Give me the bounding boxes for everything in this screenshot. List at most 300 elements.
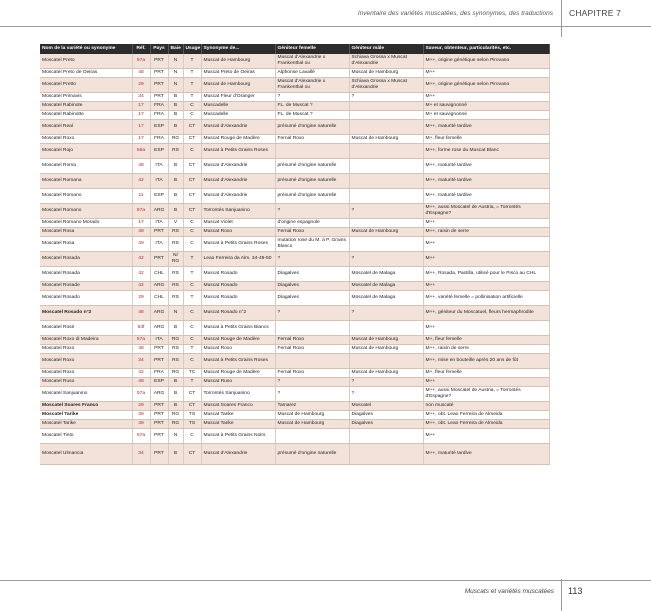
variety-name-cell: Moscatel Romano Morado bbox=[40, 219, 132, 228]
male-parent-cell bbox=[349, 144, 423, 159]
berry-cell: B bbox=[168, 174, 183, 189]
variety-name-cell: Moscatel Roxo bbox=[40, 135, 132, 144]
table-row bbox=[40, 135, 549, 144]
usage-cell: T bbox=[183, 378, 201, 387]
country-cell: PRT bbox=[150, 429, 168, 444]
berry-cell: B bbox=[168, 378, 183, 387]
col-berry: Baie bbox=[168, 44, 183, 54]
female-parent-cell: Diagalves bbox=[275, 291, 349, 306]
flavour-notes-cell: M+, fleur femelle bbox=[423, 369, 549, 378]
country-cell: PRT bbox=[150, 54, 168, 69]
table-row bbox=[40, 69, 549, 78]
female-parent-cell: Fernal Roxo bbox=[275, 135, 349, 144]
male-parent-cell: ? bbox=[349, 204, 423, 219]
female-parent-cell: Fernal Roxo bbox=[275, 228, 349, 237]
col-flavour-notes: Saveur, obtenteur, particularités, etc. bbox=[423, 44, 549, 54]
female-parent-cell: présumé d'origine naturelle bbox=[275, 159, 349, 174]
female-parent-cell: Muscat d'Alexandrie x Frankenthal ou bbox=[275, 54, 349, 69]
variety-name-cell: Moscatel Rosa bbox=[40, 237, 132, 252]
usage-cell: T bbox=[183, 54, 201, 69]
ref-cell: 48 bbox=[132, 228, 150, 237]
berry-cell: N/ RG bbox=[168, 252, 183, 267]
synonym-of-cell: Muscat Roxo bbox=[201, 345, 275, 354]
male-parent-cell bbox=[349, 237, 423, 252]
male-parent-cell: Moscatel de Malaga bbox=[349, 282, 423, 291]
ref-cell: 48 bbox=[132, 306, 150, 321]
ref-cell: 56a bbox=[132, 144, 150, 159]
flavour-notes-cell: M++, raisin de serre bbox=[423, 228, 549, 237]
country-cell: ITA bbox=[150, 237, 168, 252]
country-cell: ITA bbox=[150, 159, 168, 174]
table-row bbox=[40, 378, 549, 387]
flavour-notes-cell: M++ bbox=[423, 69, 549, 78]
male-parent-cell bbox=[349, 174, 423, 189]
ref-cell: 57a bbox=[132, 54, 150, 69]
table-row bbox=[40, 267, 549, 282]
usage-cell: TS bbox=[183, 420, 201, 429]
col-variety-name: Nom de la variété ou synonyme bbox=[40, 44, 132, 54]
berry-cell: N bbox=[168, 54, 183, 69]
col-male-parent: Géniteur mâle bbox=[349, 44, 423, 54]
male-parent-cell: Diagalves bbox=[349, 411, 423, 420]
male-parent-cell: Diagalves bbox=[349, 420, 423, 429]
varieties-table bbox=[40, 44, 550, 465]
country-cell: FRA bbox=[150, 369, 168, 378]
flavour-notes-cell: M++, obt. Leao Ferreira de Almeida bbox=[423, 411, 549, 420]
berry-cell: B bbox=[168, 402, 183, 411]
flavour-notes-cell: M++, géniteur du Moscatuel, fleurs hermaphrodite bbox=[423, 306, 549, 321]
flavour-notes-cell: non muscaté bbox=[423, 402, 549, 411]
table-row bbox=[40, 444, 549, 465]
ref-cell: 48 bbox=[132, 345, 150, 354]
ref-cell: 63f bbox=[132, 321, 150, 336]
table-row bbox=[40, 204, 549, 219]
ref-cell: 17 bbox=[132, 120, 150, 135]
synonym-of-cell: Muscat Rosado bbox=[201, 282, 275, 291]
berry-cell: B bbox=[168, 93, 183, 102]
berry-cell: N bbox=[168, 429, 183, 444]
female-parent-cell: présumé d'origine naturelle bbox=[275, 189, 349, 204]
male-parent-cell: ? bbox=[349, 387, 423, 402]
usage-cell: T bbox=[183, 291, 201, 306]
flavour-notes-cell: M++, aussi Moscatel de Austria, = Torrontés d'Espagne? bbox=[423, 204, 549, 219]
ref-cell: 57a bbox=[132, 336, 150, 345]
synonym-of-cell: Muscat Rouge de Madère bbox=[201, 135, 275, 144]
chapter-label: CHAPITRE 7 bbox=[569, 8, 622, 18]
usage-cell: C bbox=[183, 354, 201, 369]
variety-name-cell: Moscatel Ulmancia bbox=[40, 444, 132, 465]
synonym-of-cell: Muscat Rouge de Madère bbox=[201, 369, 275, 378]
col-female-parent: Géniteur femelle bbox=[275, 44, 349, 54]
variety-name-cell: Moscatel Rabinotte bbox=[40, 111, 132, 120]
flavour-notes-cell: M++, variété femelle = pollinisation artificielle bbox=[423, 291, 549, 306]
country-cell: ESP bbox=[150, 144, 168, 159]
table-row bbox=[40, 354, 549, 369]
country-cell: FRA bbox=[150, 111, 168, 120]
country-cell: PRT bbox=[150, 402, 168, 411]
table-row bbox=[40, 345, 549, 354]
usage-cell: C bbox=[183, 237, 201, 252]
variety-name-cell: Moscatel Rosado bbox=[40, 291, 132, 306]
variety-name-cell: Moscatel Rosade bbox=[40, 282, 132, 291]
flavour-notes-cell: M++, origine génétique selon Pirovano bbox=[423, 78, 549, 93]
country-cell: PRT bbox=[150, 345, 168, 354]
female-parent-cell bbox=[275, 321, 349, 336]
female-parent-cell: ? bbox=[275, 378, 349, 387]
variety-name-cell: Moscatel Roxo di Madeira bbox=[40, 336, 132, 345]
variety-name-cell: Moscatel Tarike bbox=[40, 420, 132, 429]
male-parent-cell bbox=[349, 444, 423, 465]
table-row bbox=[40, 174, 549, 189]
berry-cell: RS bbox=[168, 291, 183, 306]
ref-cell: 11 bbox=[132, 189, 150, 204]
col-ref: Réf. bbox=[132, 44, 150, 54]
ref-cell: 42 bbox=[132, 282, 150, 291]
female-parent-cell: Tamarez bbox=[275, 402, 349, 411]
table-row bbox=[40, 54, 549, 69]
usage-cell: CT bbox=[183, 135, 201, 144]
ref-cell: 39 bbox=[132, 420, 150, 429]
variety-name-cell: Moscatel Roxo bbox=[40, 354, 132, 369]
country-cell: ESP bbox=[150, 378, 168, 387]
berry-cell: RG bbox=[168, 336, 183, 345]
table-row bbox=[40, 219, 549, 228]
male-parent-cell: Muscat de Hambourg bbox=[349, 228, 423, 237]
berry-cell: B bbox=[168, 159, 183, 174]
usage-cell: TC bbox=[183, 369, 201, 378]
berry-cell: RS bbox=[168, 282, 183, 291]
usage-cell: CT bbox=[183, 387, 201, 402]
usage-cell: C bbox=[183, 144, 201, 159]
ref-cell: 42 bbox=[132, 174, 150, 189]
synonym-of-cell: Muscat d'Alexandrie bbox=[201, 444, 275, 465]
synonym-of-cell: Muscat Roxo bbox=[201, 228, 275, 237]
male-parent-cell bbox=[349, 429, 423, 444]
female-parent-cell: FL. de Muscat ? bbox=[275, 111, 349, 120]
ref-cell: 57a bbox=[132, 429, 150, 444]
usage-cell: CT bbox=[183, 204, 201, 219]
ref-cell: 17 bbox=[132, 111, 150, 120]
synonym-of-cell: Muscat Ruso bbox=[201, 378, 275, 387]
male-parent-cell bbox=[349, 102, 423, 111]
berry-cell: B bbox=[168, 111, 183, 120]
variety-name-cell: Moscatel Sanjuanino bbox=[40, 387, 132, 402]
variety-name-cell: Moscatel Real bbox=[40, 120, 132, 135]
female-parent-cell: Muscat d'Alexandrie x Frankenthal ou bbox=[275, 78, 349, 93]
female-parent-cell: Diagalves bbox=[275, 282, 349, 291]
ref-cell: 17 bbox=[132, 135, 150, 144]
synonym-of-cell: Muscat Soares Franco bbox=[201, 402, 275, 411]
table-row bbox=[40, 336, 549, 345]
usage-cell: T bbox=[183, 93, 201, 102]
table-row bbox=[40, 159, 549, 174]
male-parent-cell: Muscat de Hambourg bbox=[349, 345, 423, 354]
male-parent-cell: Moscatel bbox=[349, 402, 423, 411]
table-row bbox=[40, 411, 549, 420]
male-parent-cell: Muscat de Hambourg bbox=[349, 336, 423, 345]
flavour-notes-cell: M++ bbox=[423, 252, 549, 267]
usage-cell: T bbox=[183, 345, 201, 354]
usage-cell: T bbox=[183, 69, 201, 78]
synonym-of-cell: Muscat à Petits Grains Blancs bbox=[201, 321, 275, 336]
male-parent-cell bbox=[349, 120, 423, 135]
female-parent-cell: ? bbox=[275, 93, 349, 102]
country-cell: PRT bbox=[150, 420, 168, 429]
flavour-notes-cell: M++, mise en bouteille après 20 ans de fût bbox=[423, 354, 549, 369]
running-footer: Muscats et variétés muscatées bbox=[464, 588, 554, 595]
table-row bbox=[40, 237, 549, 252]
usage-cell: C bbox=[183, 102, 201, 111]
berry-cell: B bbox=[168, 120, 183, 135]
header-divider bbox=[561, 0, 562, 37]
table-row bbox=[40, 402, 549, 411]
usage-cell: T bbox=[183, 78, 201, 93]
flavour-notes-cell: M++ bbox=[423, 237, 549, 252]
variety-name-cell: Moscatel Rosé bbox=[40, 321, 132, 336]
country-cell: ITA bbox=[150, 336, 168, 345]
male-parent-cell: Schiava Grossa x Muscat d'Alexandrie bbox=[349, 54, 423, 69]
flavour-notes-cell: M++, maturité tardive bbox=[423, 120, 549, 135]
flavour-notes-cell: M+, fleur femelle bbox=[423, 336, 549, 345]
berry-cell: RS bbox=[168, 237, 183, 252]
flavour-notes-cell: M++, maturité tardive bbox=[423, 174, 549, 189]
variety-name-cell: Moscatel Rojo bbox=[40, 144, 132, 159]
table-row bbox=[40, 306, 549, 321]
male-parent-cell: ? bbox=[349, 306, 423, 321]
page-number: 113 bbox=[568, 586, 583, 596]
country-cell: FRA bbox=[150, 135, 168, 144]
synonym-of-cell: Muscat Rouge de Madère bbox=[201, 336, 275, 345]
country-cell: ARG bbox=[150, 204, 168, 219]
synonym-of-cell: Muscat Preto de Oeiras bbox=[201, 69, 275, 78]
usage-cell: C bbox=[183, 336, 201, 345]
female-parent-cell: Alphonse Lavallé bbox=[275, 69, 349, 78]
male-parent-cell: Muscat de Hambourg bbox=[349, 135, 423, 144]
usage-cell: C bbox=[183, 228, 201, 237]
synonym-of-cell: Muscat à Petits Grains Roses bbox=[201, 144, 275, 159]
female-parent-cell: ? bbox=[275, 306, 349, 321]
variety-name-cell: Moscatel Primavis bbox=[40, 93, 132, 102]
berry-cell: B bbox=[168, 204, 183, 219]
synonym-of-cell: Muscat d'Alexandrie bbox=[201, 189, 275, 204]
variety-name-cell: Moscatel Roma bbox=[40, 159, 132, 174]
synonym-of-cell: Muscat de Hambourg bbox=[201, 78, 275, 93]
female-parent-cell bbox=[275, 429, 349, 444]
running-header: Inventaire des variétés muscatées, des synonymes, des traductions bbox=[357, 10, 553, 17]
usage-cell: CT bbox=[183, 159, 201, 174]
country-cell: CHL bbox=[150, 291, 168, 306]
ref-cell: 34 bbox=[132, 93, 150, 102]
table-row bbox=[40, 93, 549, 102]
male-parent-cell bbox=[349, 219, 423, 228]
synonym-of-cell: Muscat à Petits Grains Noirs bbox=[201, 429, 275, 444]
flavour-notes-cell: M+, fleur femelle bbox=[423, 135, 549, 144]
ref-cell: 29 bbox=[132, 78, 150, 93]
ref-cell: 29 bbox=[132, 291, 150, 306]
country-cell: PRT bbox=[150, 444, 168, 465]
synonym-of-cell: Muscat Fleur d'Oranger bbox=[201, 93, 275, 102]
flavour-notes-cell: M++, aussi Moscatel de Austria, = Torrontés d'Espagne? bbox=[423, 387, 549, 402]
variety-name-cell: Moscatel Preto de Oeiras bbox=[40, 69, 132, 78]
flavour-notes-cell: M+ et sauvignonné bbox=[423, 111, 549, 120]
ref-cell: 57a bbox=[132, 204, 150, 219]
country-cell: ARG bbox=[150, 306, 168, 321]
male-parent-cell bbox=[349, 321, 423, 336]
berry-cell: N bbox=[168, 306, 183, 321]
synonym-of-cell: Muscat Rosado bbox=[201, 267, 275, 282]
usage-cell: C bbox=[183, 429, 201, 444]
country-cell: ITA bbox=[150, 219, 168, 228]
flavour-notes-cell: M++, Rosada, Pastilla, utilisé pour le Pisco au CHL bbox=[423, 267, 549, 282]
female-parent-cell: présumé d'origine naturelle bbox=[275, 120, 349, 135]
female-parent-cell bbox=[275, 144, 349, 159]
variety-name-cell: Moscatel Roxo bbox=[40, 345, 132, 354]
usage-cell: C bbox=[183, 282, 201, 291]
male-parent-cell: ? bbox=[349, 252, 423, 267]
synonym-of-cell: Muscadelle bbox=[201, 102, 275, 111]
flavour-notes-cell: M++, maturité tardive bbox=[423, 444, 549, 465]
flavour-notes-cell: M++ bbox=[423, 93, 549, 102]
variety-name-cell: Moscatel Roxo bbox=[40, 369, 132, 378]
ref-cell: 17 bbox=[132, 219, 150, 228]
male-parent-cell: ? bbox=[349, 378, 423, 387]
variety-name-cell: Moscatel Tinto bbox=[40, 429, 132, 444]
synonym-of-cell: Muscadelle bbox=[201, 111, 275, 120]
synonym-of-cell: Torrontés Sanjuanino bbox=[201, 387, 275, 402]
berry-cell: RS bbox=[168, 354, 183, 369]
col-synonym-of: Synonyme de... bbox=[201, 44, 275, 54]
usage-cell: C bbox=[183, 111, 201, 120]
male-parent-cell: Moscatel de Malaga bbox=[349, 267, 423, 282]
variety-name-cell: Moscatel Soares Franco bbox=[40, 402, 132, 411]
country-cell: PRT bbox=[150, 228, 168, 237]
female-parent-cell: présumé d'origine naturelle bbox=[275, 174, 349, 189]
female-parent-cell: mutation rose du M. à P. Grains Blancs bbox=[275, 237, 349, 252]
country-cell: PRT bbox=[150, 411, 168, 420]
table-row bbox=[40, 369, 549, 378]
usage-cell: T bbox=[183, 252, 201, 267]
flavour-notes-cell: M++, origine génétique selon Pirovano bbox=[423, 54, 549, 69]
country-cell: ITA bbox=[150, 174, 168, 189]
usage-cell: CT bbox=[183, 402, 201, 411]
flavour-notes-cell: M++, obt. Leao Ferreira de Almeida bbox=[423, 420, 549, 429]
ref-cell: 48 bbox=[132, 378, 150, 387]
usage-cell: C bbox=[183, 219, 201, 228]
header-rule bbox=[0, 26, 651, 27]
berry-cell: B bbox=[168, 189, 183, 204]
table-row bbox=[40, 78, 549, 93]
female-parent-cell: ? bbox=[275, 204, 349, 219]
ref-cell: 34 bbox=[132, 444, 150, 465]
country-cell: PRT bbox=[150, 354, 168, 369]
ref-cell: 48 bbox=[132, 69, 150, 78]
ref-cell: 17 bbox=[132, 102, 150, 111]
country-cell: ARG bbox=[150, 387, 168, 402]
synonym-of-cell: Muscat d'Alexandrie bbox=[201, 174, 275, 189]
female-parent-cell: Fernal Roxo bbox=[275, 345, 349, 354]
flavour-notes-cell: M++ bbox=[423, 219, 549, 228]
male-parent-cell bbox=[349, 189, 423, 204]
flavour-notes-cell: M++, maturité tardive bbox=[423, 159, 549, 174]
variety-name-cell: Moscatel Tarike bbox=[40, 411, 132, 420]
berry-cell: B bbox=[168, 444, 183, 465]
synonym-of-cell: Muscat Rosado n°2 bbox=[201, 306, 275, 321]
variety-name-cell: Moscatel Rosada bbox=[40, 267, 132, 282]
synonym-of-cell: Muscat de Hambourg bbox=[201, 54, 275, 69]
variety-name-cell: Moscatel Rosada bbox=[40, 252, 132, 267]
male-parent-cell: Moscatel de Malaga bbox=[349, 291, 423, 306]
flavour-notes-cell: M++ bbox=[423, 429, 549, 444]
male-parent-cell bbox=[349, 159, 423, 174]
variety-name-cell: Moscatel Rabinote bbox=[40, 102, 132, 111]
synonym-of-cell: Muscat d'Alexandrie bbox=[201, 159, 275, 174]
flavour-notes-cell: M++ bbox=[423, 321, 549, 336]
country-cell: PRT bbox=[150, 93, 168, 102]
col-country: Pays bbox=[150, 44, 168, 54]
country-cell: CHL bbox=[150, 267, 168, 282]
country-cell: FRA bbox=[150, 102, 168, 111]
synonym-of-cell: Muscat Violet bbox=[201, 219, 275, 228]
male-parent-cell: Schiava Grossa x Muscat d'Alexandrie bbox=[349, 78, 423, 93]
footer-divider bbox=[561, 579, 562, 611]
berry-cell: RG bbox=[168, 369, 183, 378]
berry-cell: RS bbox=[168, 144, 183, 159]
synonym-of-cell: Muscat Tarike bbox=[201, 411, 275, 420]
male-parent-cell: Muscat de Hambourg bbox=[349, 369, 423, 378]
variety-name-cell: Moscatel Romana bbox=[40, 174, 132, 189]
female-parent-cell: d'origine espagnole bbox=[275, 219, 349, 228]
male-parent-cell: Muscat de Hambourg bbox=[349, 69, 423, 78]
flavour-notes-cell: M++ bbox=[423, 378, 549, 387]
table-body bbox=[40, 54, 549, 465]
footer-rule bbox=[0, 580, 651, 581]
berry-cell: B bbox=[168, 321, 183, 336]
usage-cell: CT bbox=[183, 120, 201, 135]
female-parent-cell bbox=[275, 354, 349, 369]
synonym-of-cell: Muscat Rosado bbox=[201, 291, 275, 306]
female-parent-cell: FL. de Muscat ? bbox=[275, 102, 349, 111]
ref-cell: 42 bbox=[132, 252, 150, 267]
usage-cell: T bbox=[183, 267, 201, 282]
usage-cell: CT bbox=[183, 189, 201, 204]
berry-cell: RG bbox=[168, 420, 183, 429]
female-parent-cell: ? bbox=[275, 387, 349, 402]
usage-cell: C bbox=[183, 306, 201, 321]
berry-cell: B bbox=[168, 102, 183, 111]
table-row bbox=[40, 291, 549, 306]
synonym-of-cell: Muscat Tarike bbox=[201, 420, 275, 429]
berry-cell: N bbox=[168, 69, 183, 78]
country-cell: PRT bbox=[150, 252, 168, 267]
variety-name-cell: Moscatel Preto bbox=[40, 54, 132, 69]
usage-cell: CT bbox=[183, 174, 201, 189]
berry-cell: N bbox=[168, 78, 183, 93]
table-header-row bbox=[40, 44, 549, 54]
table-row bbox=[40, 111, 549, 120]
ref-cell: 42 bbox=[132, 267, 150, 282]
table-row bbox=[40, 120, 549, 135]
berry-cell: RS bbox=[168, 345, 183, 354]
table-row bbox=[40, 102, 549, 111]
usage-cell: C bbox=[183, 321, 201, 336]
country-cell: ARG bbox=[150, 321, 168, 336]
synonym-of-cell: Torrontés Sanjuanino bbox=[201, 204, 275, 219]
country-cell: ESP bbox=[150, 120, 168, 135]
ref-cell: 42 bbox=[132, 369, 150, 378]
usage-cell: CT bbox=[183, 444, 201, 465]
synonym-of-cell: Muscat à Petits Grains Roses bbox=[201, 354, 275, 369]
flavour-notes-cell: M+ et sauvignonné bbox=[423, 102, 549, 111]
